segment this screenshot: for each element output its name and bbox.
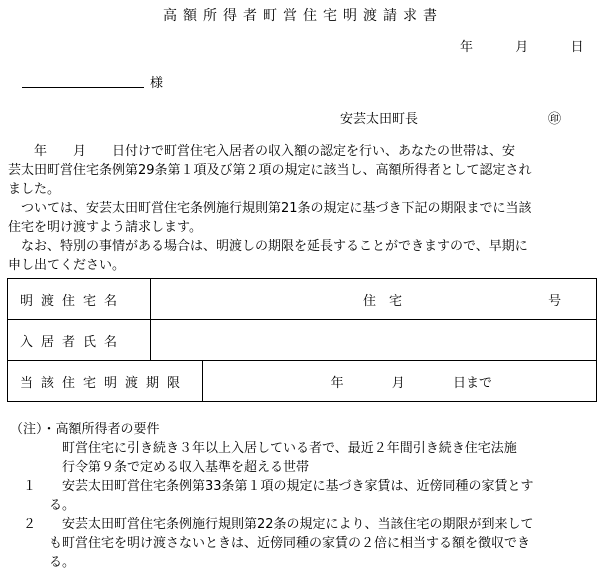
request-body xyxy=(8,142,598,275)
note-line: 行令第９条で定める収入基準を超える世帯 xyxy=(10,460,310,475)
note-line: １ 安芸太田町営住宅条例第33条第１項の規定に基づき家賃は、近傍同種の家賃とす xyxy=(10,479,534,494)
body-line: 申し出てください。 xyxy=(8,258,126,273)
body-line: 住宅を明け渡すよう請求します。 xyxy=(8,220,202,235)
label-resident-name: 入居者氏名 xyxy=(8,320,151,361)
addressee-name-line xyxy=(22,87,144,88)
deadline-month: 月 xyxy=(391,375,405,391)
value-housing-name[interactable] xyxy=(151,279,597,320)
issue-date xyxy=(460,36,584,55)
label-vacate-deadline: 当該住宅明渡期限 xyxy=(8,361,203,402)
body-line: 年 月 日付けで町営住宅入居者の収入額の認定を行い、あなたの世帯は、安 xyxy=(8,144,516,159)
note-line: る。 xyxy=(10,498,76,513)
date-month: 月 xyxy=(515,40,529,55)
label-housing-name: 明渡住宅名 xyxy=(8,279,151,320)
deadline-year: 年 xyxy=(330,375,344,391)
value-resident-name[interactable] xyxy=(151,320,597,361)
note-line: （注）・高額所得者の要件 xyxy=(10,422,160,437)
body-line: なお、特別の事情がある場合は、明渡しの期限を延長することができますので、早期に xyxy=(8,239,528,254)
addressee-suffix: 様 xyxy=(150,76,164,91)
request-form-table xyxy=(7,278,597,402)
seal-mark: ㊞ xyxy=(548,112,562,127)
row-vacate-deadline xyxy=(8,361,597,402)
room-number-suffix: 号 xyxy=(548,293,562,309)
body-line: 芸太田町営住宅条例第29条第１項及び第２項の規定に該当し、高額所得者として認定され xyxy=(8,163,532,178)
date-day: 日 xyxy=(570,40,584,55)
row-housing-name xyxy=(8,279,597,320)
housing-label: 住 宅 xyxy=(363,293,403,309)
date-year: 年 xyxy=(460,40,474,55)
note-line: も町営住宅を明け渡さないときは、近傍同種の家賃の２倍に相当する額を徴収でき xyxy=(10,536,531,551)
note-line: ２ 安芸太田町営住宅条例施行規則第22条の規定により、当該住宅の期限が到来して xyxy=(10,517,534,532)
value-vacate-deadline[interactable] xyxy=(202,361,596,402)
document-title: 高額所得者町営住宅明渡請求書 xyxy=(163,8,443,24)
notes-section xyxy=(10,420,600,568)
note-line: る。 xyxy=(10,555,76,568)
body-line: ました。 xyxy=(8,182,61,197)
row-resident-name xyxy=(8,320,597,361)
note-line: 町営住宅に引き続き３年以上入居している者で、最近２年間引き続き住宅法施 xyxy=(10,441,517,456)
deadline-day: 日まで xyxy=(452,375,492,391)
issuer-name: 安芸太田町長 xyxy=(340,112,419,127)
body-line: ついては、安芸太田町営住宅条例施行規則第21条の規定に基づき下記の期限までに当該 xyxy=(8,201,532,216)
